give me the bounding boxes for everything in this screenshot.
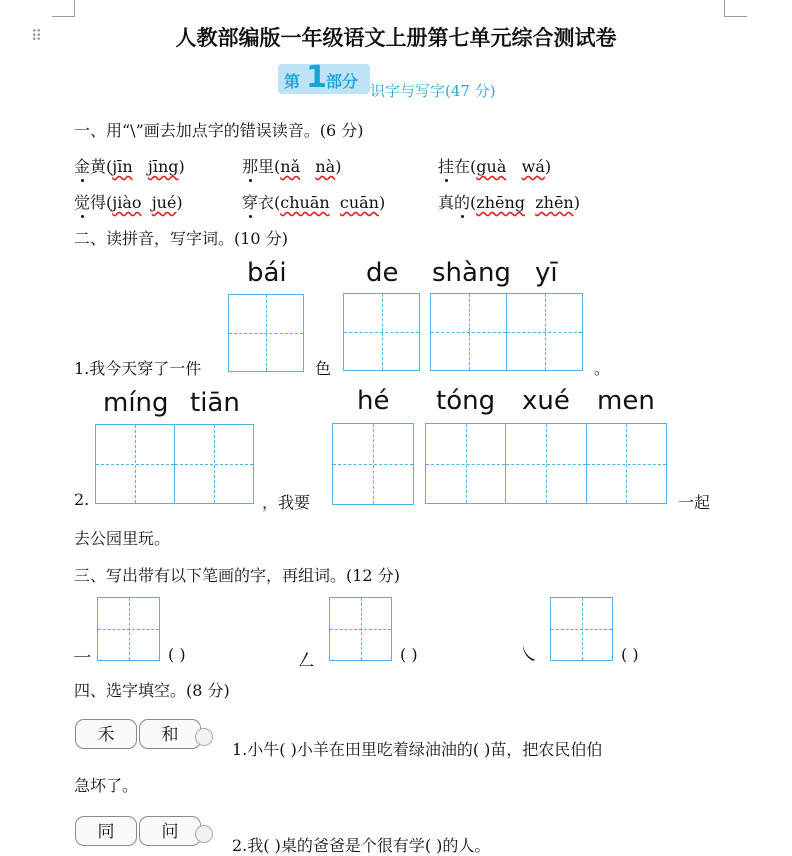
q2-heading: 二、读拼音，写字词。(10 分)	[74, 229, 288, 248]
pinyin-men: men	[597, 386, 655, 416]
q1-option-a: jīn	[112, 157, 133, 176]
q1-item-dot-char: 觉	[74, 190, 90, 213]
page-title: 人教部编版一年级语文上册第七单元综合测试卷	[175, 26, 617, 50]
q3-paren-1: ( )	[168, 645, 186, 664]
q2-sentence-1-end: 。	[594, 359, 611, 378]
badge-bufen: 部分	[326, 72, 359, 91]
pinyin-tian: tiān	[190, 388, 240, 418]
q1-item-dot-char: 金	[74, 154, 90, 177]
q1-option-a: nǎ	[280, 157, 301, 176]
choice-tag-he-1: 禾	[75, 719, 137, 749]
writing-grid-he[interactable]	[332, 423, 414, 505]
decorative-flower-icon	[195, 728, 213, 746]
q3-writing-grid-1[interactable]	[97, 597, 160, 661]
part-badge	[278, 60, 370, 95]
q3-heading: 三、写出带有以下笔画的字，再组词。(12 分)	[74, 566, 400, 585]
stroke-bend-icon: ㇜	[296, 648, 316, 672]
q4-sentence-2: 2.我( )桌的爸爸是个很有学( )的人。	[232, 836, 491, 855]
q1-option-b: jīng	[147, 157, 179, 176]
q2-sentence-2-mid: ，我要	[262, 493, 311, 512]
stroke-vertical-hook-icon: ㇐	[72, 645, 92, 669]
writing-grid-bai[interactable]	[228, 294, 304, 372]
q4-sentence-1-cont: 急坏了。	[74, 776, 139, 795]
pinyin-tong: tóng	[436, 386, 496, 416]
q2-sentence-1-start: 1.我今天穿了一件	[74, 359, 202, 378]
q3-writing-grid-3[interactable]	[550, 597, 613, 661]
q1-item-6: 真的(zhēng zhēn)	[438, 190, 580, 213]
q1-item-1: 金黄(jīn jīng)	[74, 154, 185, 177]
q1-option-b: zhēn	[535, 193, 574, 212]
q1-option-b: cuān	[339, 193, 379, 212]
crop-mark-top-left	[52, 0, 75, 17]
q1-option-a: zhēng	[476, 193, 526, 212]
pinyin-de: de	[366, 258, 399, 288]
q1-option-a: jiào	[112, 193, 142, 212]
q1-option-a: guà	[476, 157, 507, 176]
writing-grid-tongxuemen[interactable]	[425, 423, 667, 504]
q3-writing-grid-2[interactable]	[329, 597, 392, 661]
q3-paren-3: ( )	[621, 645, 639, 664]
stroke-press-icon: ㇏	[519, 642, 539, 666]
writing-grid-de[interactable]	[343, 293, 420, 371]
q2-sentence-2-end: 一起	[678, 493, 711, 512]
q1-item-dot-char: 的	[454, 190, 470, 213]
pinyin-ming: míng	[103, 388, 169, 418]
pinyin-bai: bái	[247, 258, 287, 288]
q2-sentence-1-mid: 色	[315, 359, 332, 378]
q2-sentence-2-cont: 去公园里玩。	[74, 529, 171, 548]
decorative-flower-icon	[195, 825, 213, 843]
q1-item-dot-char: 那	[242, 154, 258, 177]
pinyin-xue: xué	[522, 386, 570, 416]
crop-mark-top-right	[724, 0, 747, 17]
q1-item-4: 觉得(jiào jué)	[74, 190, 183, 213]
writing-grid-mingtian[interactable]	[95, 424, 254, 504]
section-subtitle: 识字与写字(47 分)	[370, 82, 496, 100]
q4-heading: 四、选字填空。(8 分)	[74, 681, 230, 700]
q1-heading: 一、用“\”画去加点字的错误读音。(6 分)	[74, 121, 364, 140]
choice-tag-he-2: 和	[139, 719, 201, 749]
q1-option-b: nà	[315, 157, 336, 176]
q1-option-a: chuān	[280, 193, 330, 212]
q1-option-b: jué	[151, 193, 177, 212]
q4-sentence-1: 1.小牛( )小羊在田里吃着绿油油的( )苗，把农民伯伯	[232, 740, 603, 759]
badge-number: 1	[306, 60, 327, 95]
q1-item-dot-char: 挂	[438, 154, 454, 177]
q1-item-dot-char: 穿	[242, 190, 258, 213]
pinyin-shang: shàng	[432, 258, 511, 288]
badge-di: 第	[284, 72, 301, 91]
q1-item-2: 那里(nǎ nà)	[242, 154, 341, 177]
pinyin-he: hé	[357, 386, 390, 416]
q1-item-5: 穿衣(chuān cuān)	[242, 190, 385, 213]
q1-item-3: 挂在(guà wá)	[438, 154, 551, 177]
pinyin-yi: yī	[535, 258, 558, 288]
drag-handle-icon[interactable]: ⠿	[31, 27, 40, 45]
choice-tag-wen: 问	[139, 816, 201, 846]
q2-sentence-2-start: 2.	[74, 490, 90, 509]
q1-option-b: wá	[521, 157, 545, 176]
choice-tag-tong: 同	[75, 816, 137, 846]
writing-grid-shangyi[interactable]	[430, 293, 583, 371]
q3-paren-2: ( )	[400, 645, 418, 664]
